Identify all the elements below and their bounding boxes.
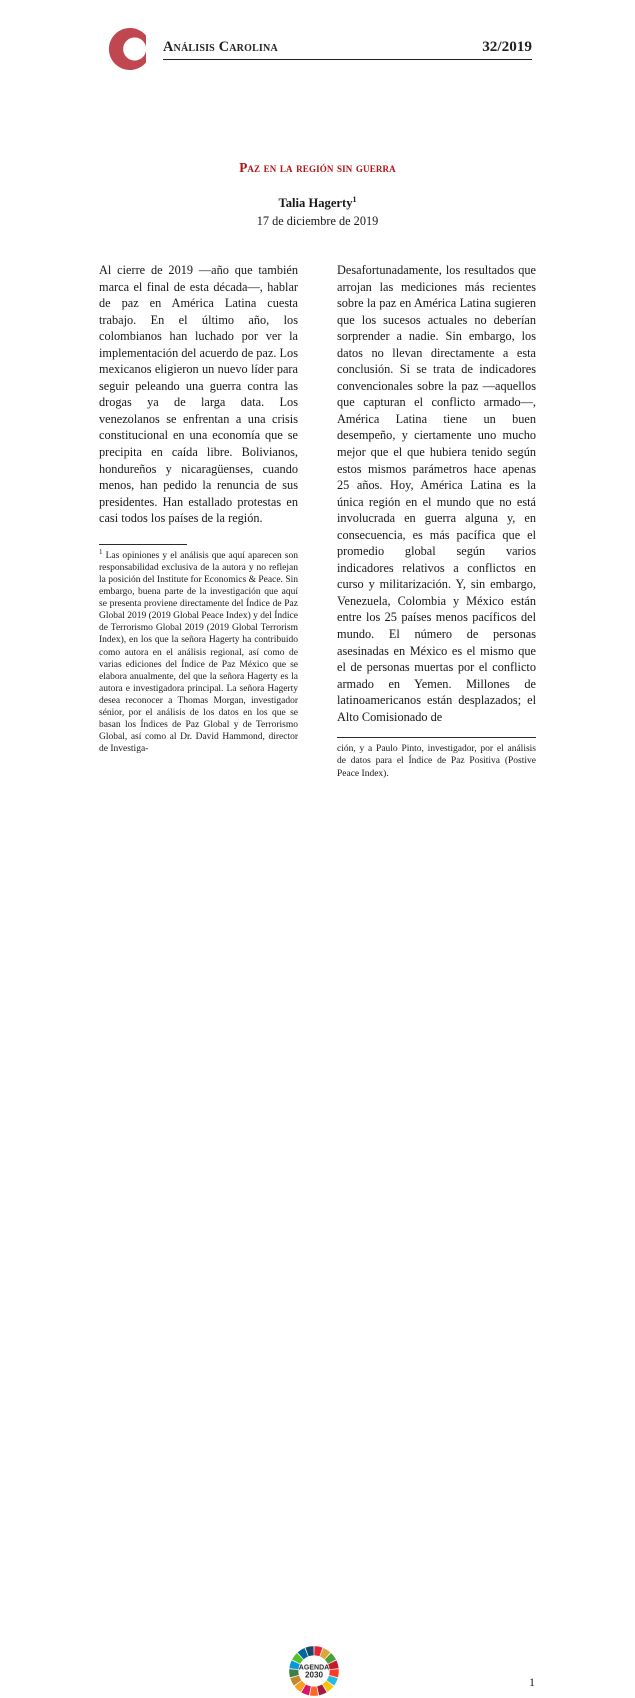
footnote-continuation-rule [337,737,536,738]
sdg-logo-text-2030: 2030 [304,1670,324,1680]
page-header [0,0,635,95]
author-name [0,196,635,211]
header-title: Análisis Carolina [163,39,278,55]
footnote-number: 1 [99,547,103,556]
left-footnote-text [99,547,299,756]
author-footnote-marker: 1 [352,194,357,204]
sdg-logo-text-agenda: AGENDA [298,1664,330,1672]
author-name-text: Talia Hagerty [278,196,353,210]
right-footnote-text: ción, y a Paulo Pinto, investigador, por el análisis de datos para el Índice de Paz Positiva (Postive Peace Index). [337,744,536,779]
sdg-wheel-segment [310,1686,318,1695]
right-column-body: Desafortunadamente, los resultados que arrojan las mediciones más recientes sobre la paz en América Latina sugieren que los sucesos actuales no deberían sorprender a nadie. Sin embargo, los datos no llevan directamente a esta conclusión. Si se trata de indicadores convencionales sobre la paz —aquellos que capturan el conflicto armado—, América Latina tiene un buen desempeño, y ciertamente uno mucho mejor que el que hubiera tenido según estos mismos parámetros hace apenas 25 años. Hoy, América Latina es la única región en el mundo que no está involucrada en guerra alguna y, en consecuencia, es más pacífica que el promedio global según varios indicadores relativos a conflictos en curso y militarización. Y, sin embargo, Venezuela, Colombia y México están entre los 25 países menos pacíficos del mundo. El número de personas asesinadas en México es el mismo que el de personas muertas por el conflicto armado en Yemen. Millones de latinoamericanos están desplazados; el Alto Comisionado de [337,263,536,724]
column-left [99,262,298,755]
left-footnote-block [99,544,298,756]
page-title: Paz en la región sin guerra [239,160,396,175]
page-footer [0,820,635,1689]
right-footnote-block [337,737,536,779]
footnote-separator-rule [99,544,187,545]
column-right [337,262,536,780]
header-issue-number: 32/2019 [482,38,532,55]
publication-date: 17 de diciembre de 2019 [256,214,379,228]
left-column-body: Al cierre de 2019 —año que también marca el final de esta década—, hablar de paz en América Latina cuesta trabajo. En el último año, los colombianos han luchado por ver la implementación del acuerdo de paz. Los mexicanos eligieron un nuevo líder para seguir peleando una guerra contra las drogas ya de larga data. Los venezolanos se enfrentan a una crisis constitucional en una economía que se precipita en caída libre. Bolivianos, hondureños y nicaragüenses, cuando menos, han pedido la renuncia de sus presidentes. Han estallado protestas en casi todos los países de la región. [99,263,298,526]
page-number: 1 [529,1675,535,1689]
sdg-agenda-2030-wheel-icon [287,1644,341,1698]
footnote-body: Las opiniones y el análisis que aquí aparecen son responsabilidad exclusiva de la autora y no reflejan la posición del Institute for Economics & Peace. Sin embargo, buena parte de la investigación que aquí se presenta proviene directamente del Índice de Paz Global 2019 (2019 Global Peace Index) y del Índice de Terrorismo Global 2019 (2019 Global Terrorism Index), en los que la señora Hagerty ha contribuido como autora en el análisis regional, así como de varias ediciones del Índice de Paz México que se elabora anualmente, del que la señora Hagerty es la autora e investigadora principal. La señora Hagerty desea reconocer a Thomas Morgan, investigador sénior, por el análisis de los datos en los que se basan los Índices de Paz Global y de Terrorismo Global, así como al Dr. David Hammond, director de Investiga- [99,550,299,755]
header-rule [163,33,532,60]
carolina-c-logo-icon [99,23,151,75]
